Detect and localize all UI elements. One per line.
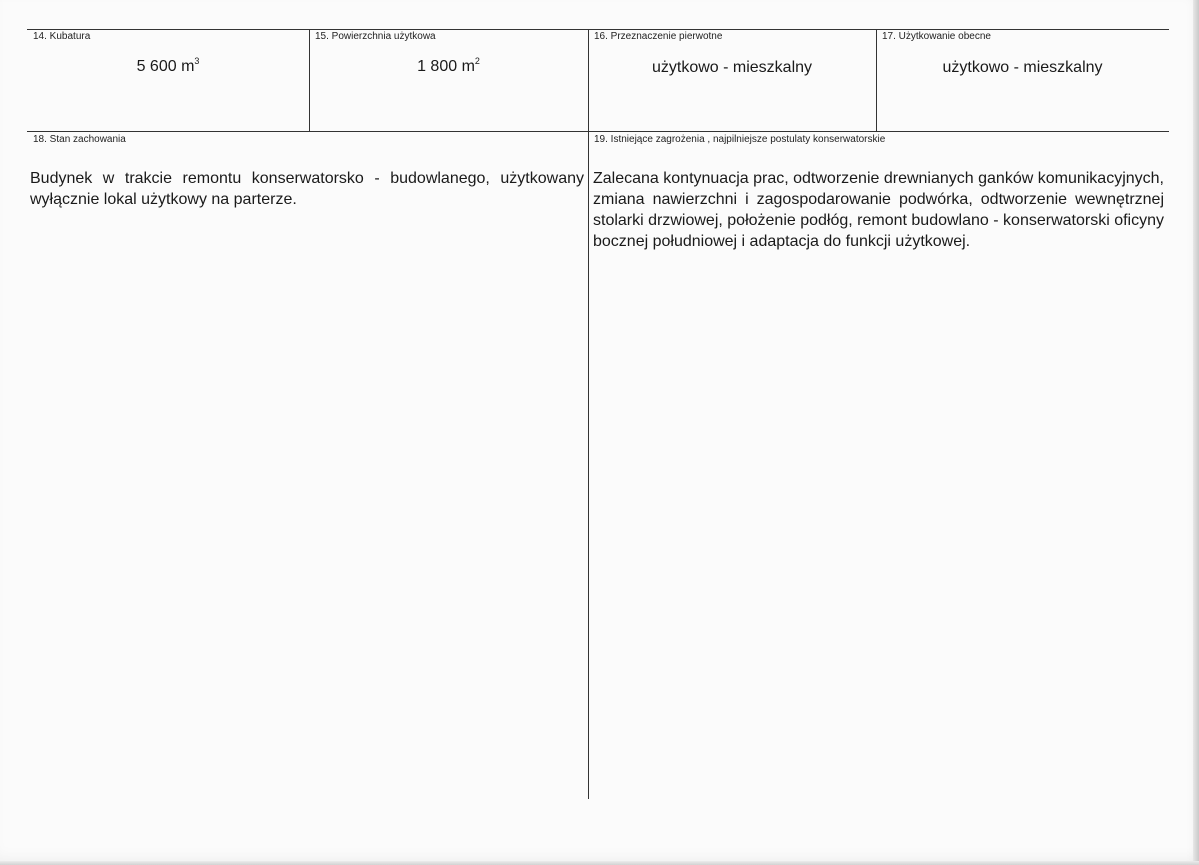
middle-rule — [27, 131, 1169, 132]
field-17-label: 17. Użytkowanie obecne — [882, 31, 991, 42]
field-18-text: Budynek w trakcie remontu konserwatorsko - budowlanego, użytkowany wyłącznie lokal użytkowy na parterze. — [30, 170, 584, 208]
field-14-label: 14. Kubatura — [33, 31, 91, 42]
field-18-label: 18. Stan zachowania — [33, 134, 126, 145]
paper-edge-bottom — [0, 861, 1199, 865]
field-15-value — [309, 57, 588, 77]
divider-14-15 — [309, 29, 310, 131]
field-17-value: użytkowo - mieszkalny — [942, 59, 1103, 76]
field-16-label: 16. Przeznaczenie pierwotne — [594, 31, 723, 42]
field-15-number: 1 800 m — [417, 58, 475, 75]
field-19-text: Zalecana kontynuacja prac, odtworzenie drewnianych ganków komunikacyjnych, zmiana nawierzchni i zagospodarowanie podwórka, odtworzenie wewnętrznej stolarki drzwiowej, położenie podłóg, remont budowlano - konserwatorski oficyny bocznej południowej i adaptacja do funkcji użytkowej. — [593, 170, 1164, 250]
divider-16-17 — [876, 29, 877, 131]
field-14-value — [27, 57, 309, 77]
divider-15-16 — [588, 29, 589, 799]
top-rule — [27, 29, 1169, 30]
field-15-exponent: 2 — [474, 56, 480, 66]
field-16-value: użytkowo - mieszkalny — [651, 59, 813, 76]
field-19-label: 19. Istniejące zagrożenia , najpilniejsze postulaty konserwatorskie — [594, 134, 886, 145]
field-15-label: 15. Powierzchnia użytkowa — [315, 31, 436, 42]
field-14-exponent: 3 — [194, 56, 200, 66]
field-14-number: 5 600 m — [136, 58, 195, 75]
paper-edge-right — [1193, 0, 1199, 865]
